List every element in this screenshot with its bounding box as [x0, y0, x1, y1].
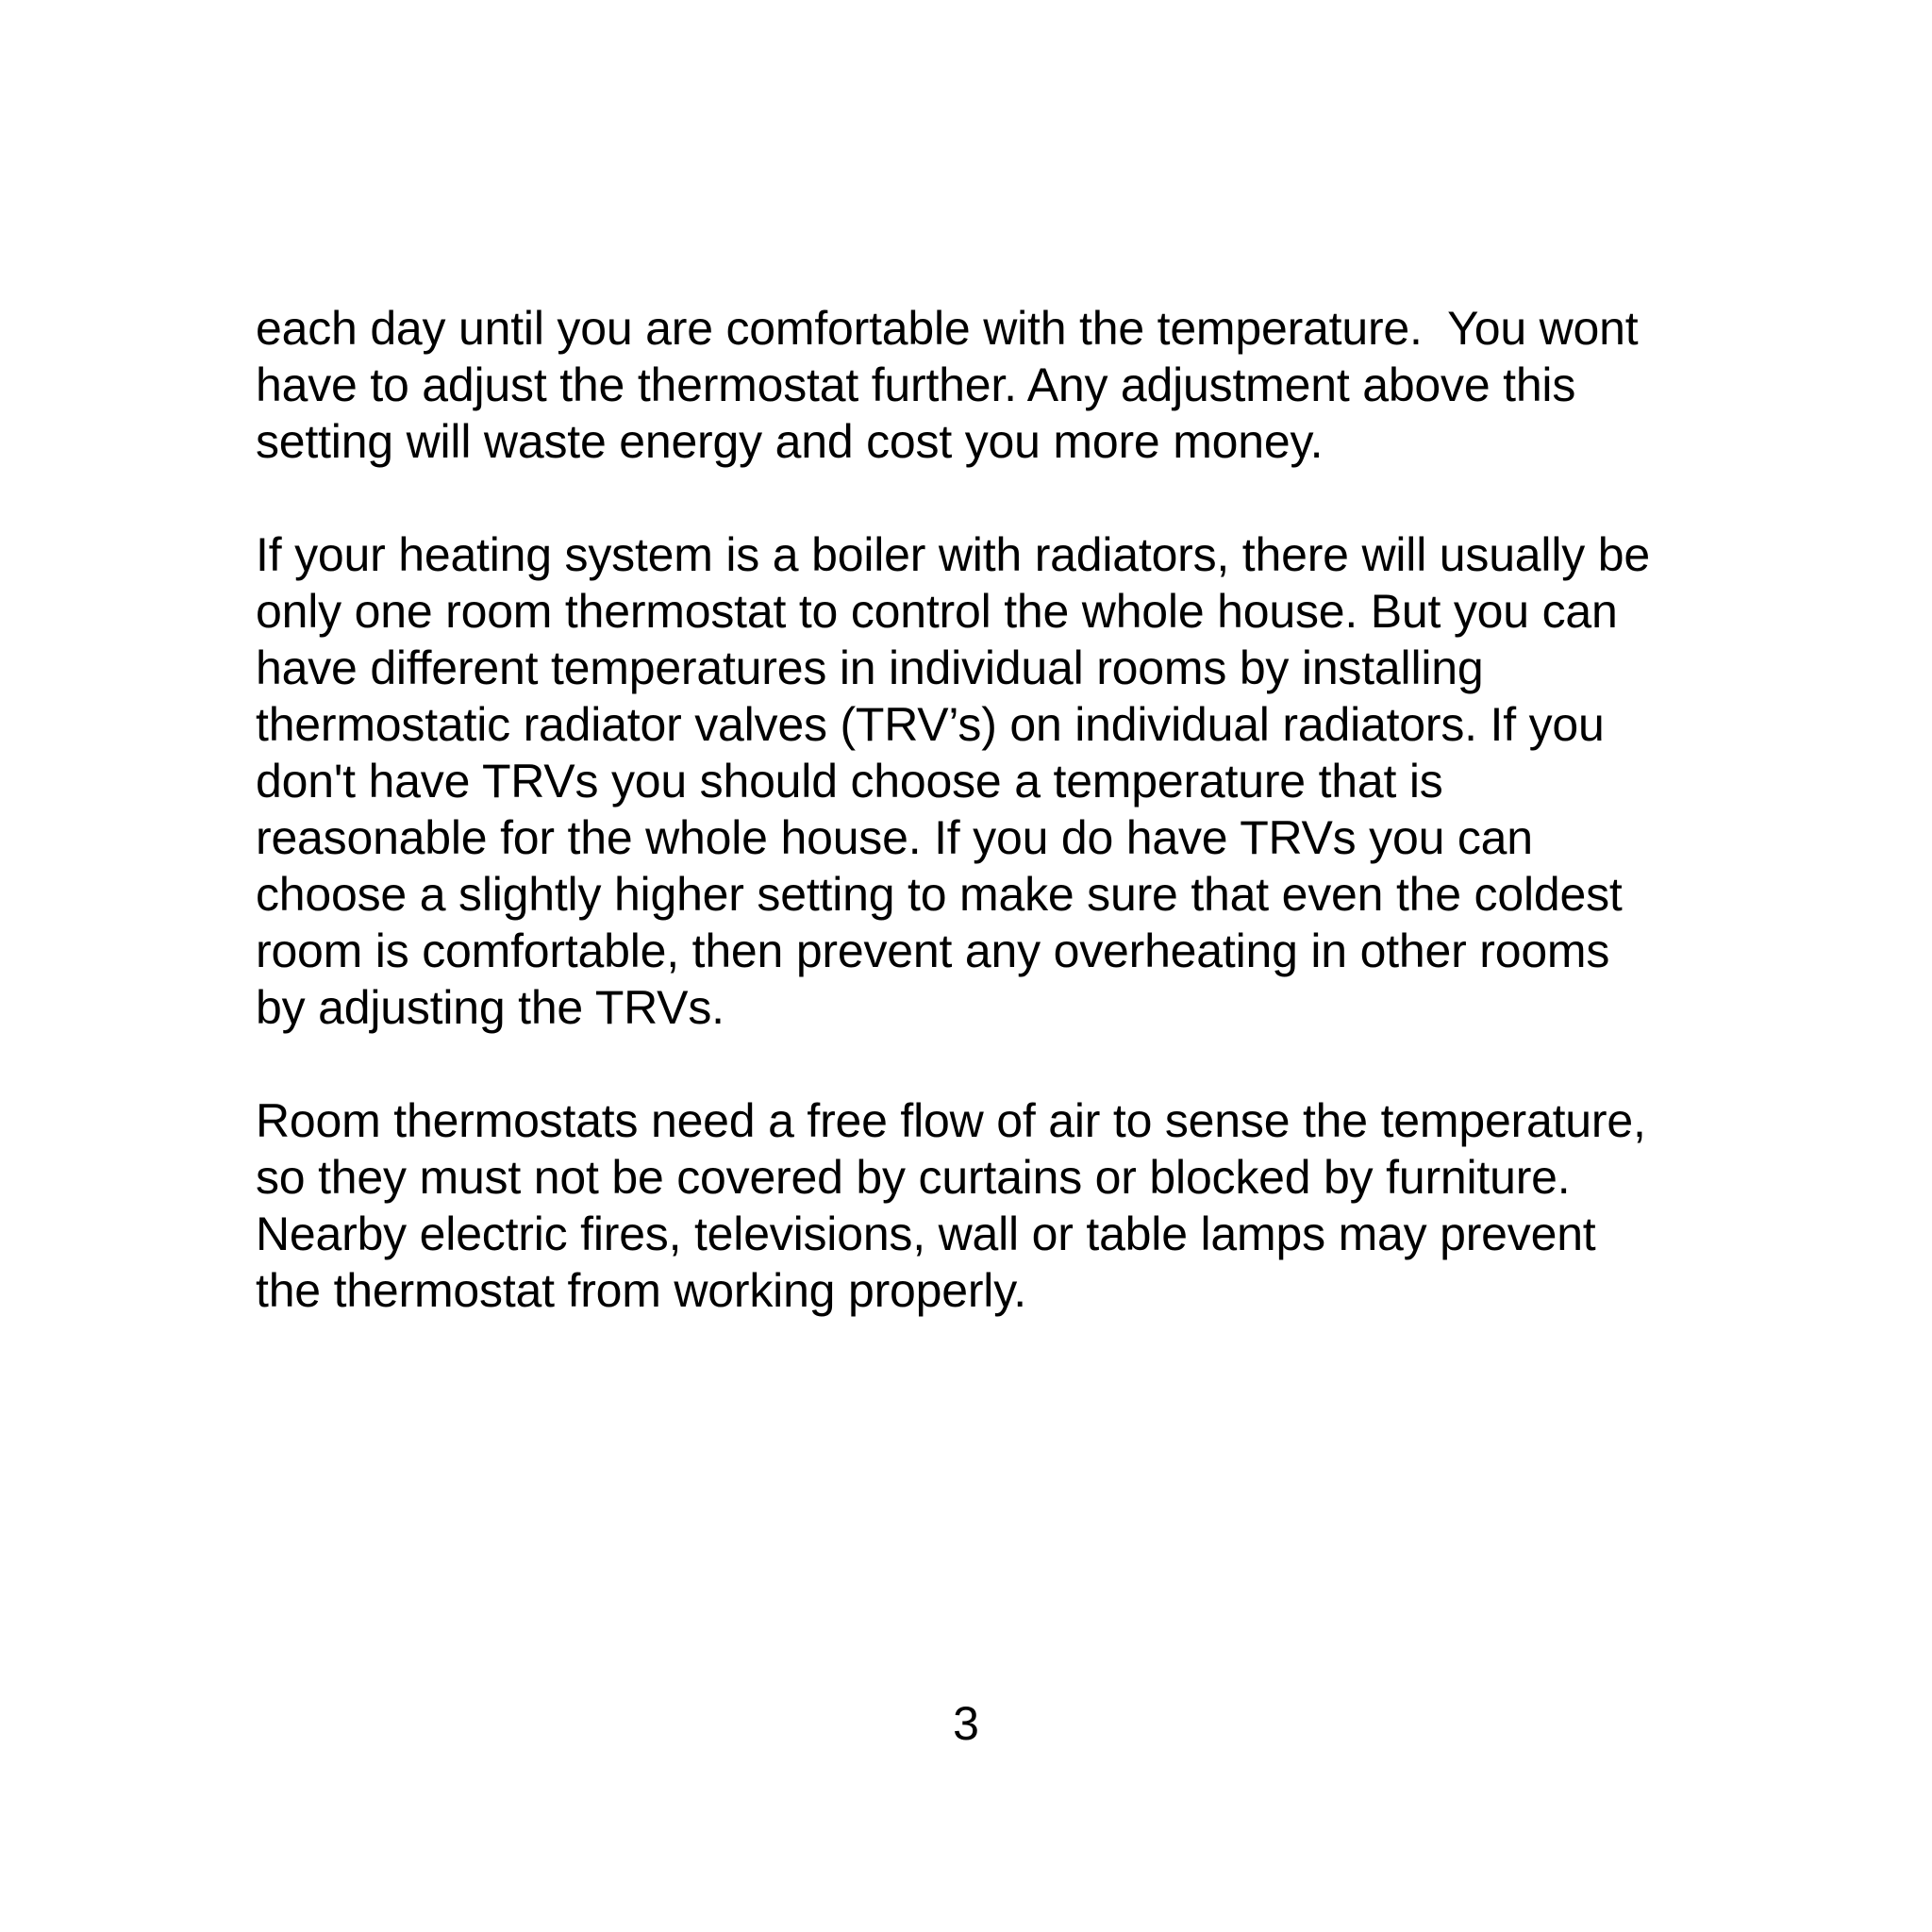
text-line: setting will waste energy and cost you more money.	[256, 415, 1324, 468]
paragraph-2	[256, 526, 1727, 1036]
text-line: the thermostat from working properly.	[256, 1264, 1026, 1317]
text-line: have to adjust the thermostat further. Any adjustment above this	[256, 358, 1576, 411]
text-line: room is comfortable, then prevent any overheating in other rooms	[256, 924, 1610, 977]
text-line: choose a slightly higher setting to make sure that even the coldest	[256, 868, 1623, 921]
text-line: Nearby electric fires, televisions, wall or table lamps may prevent	[256, 1208, 1596, 1260]
text-line: don't have TRVs you should choose a temperature that is	[256, 755, 1443, 808]
text-line: thermostatic radiator valves (TRV’s) on individual radiators. If you	[256, 698, 1605, 751]
text-line: each day until you are comfortable with the temperature. You wont	[256, 302, 1639, 355]
text-line: so they must not be covered by curtains or blocked by furniture.	[256, 1151, 1571, 1204]
paragraph-3	[256, 1092, 1727, 1319]
text-line: Room thermostats need a free flow of air to sense the temperature,	[256, 1094, 1646, 1147]
text-line: only one room thermostat to control the whole house. But you can	[256, 585, 1618, 638]
page-number: 3	[953, 1697, 979, 1750]
text-line: by adjusting the TRVs.	[256, 981, 724, 1034]
paragraph-1	[256, 300, 1727, 470]
text-line: have different temperatures in individual rooms by installing	[256, 641, 1484, 694]
text-line: reasonable for the whole house. If you do have TRVs you can	[256, 811, 1533, 864]
text-line: If your heating system is a boiler with radiators, there will usually be	[256, 528, 1650, 581]
body-text	[256, 300, 1727, 1319]
